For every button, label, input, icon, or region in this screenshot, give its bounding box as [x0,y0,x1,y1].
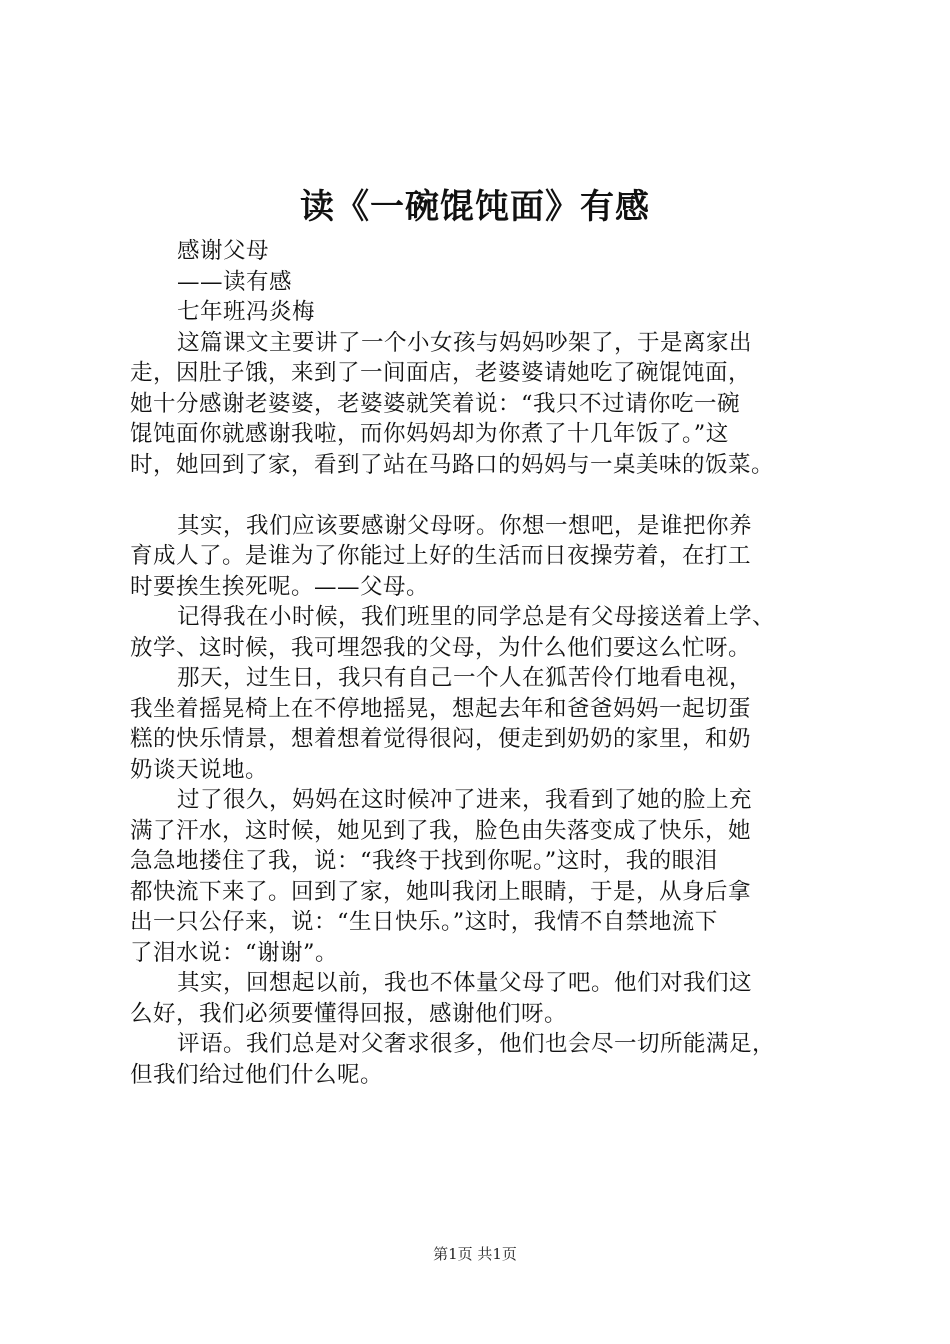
paragraph-line: 了泪水说：“谢谢”。 [130,939,339,966]
header-line: ——读有感 [177,268,293,295]
page-title: 读《一碗馄饨面》有感 [300,187,650,227]
paragraph-line: 育成人了。是谁为了你能过上好的生活而日夜操劳着，在打工 [130,543,752,569]
paragraph-5 [130,785,830,968]
header-line: 感谢父母 [177,238,270,264]
header-line: 七年班冯炎梅 [177,299,316,325]
paragraph-line: 其实，回想起以前，我也不体量父母了吧。他们对我们这 [177,970,753,996]
page-footer: 第1页 共1页 [433,1245,517,1263]
paragraph-line: 她十分感谢老婆婆，老婆婆就笑着说：“我只不过请你吃一碗 [130,390,741,417]
paragraph-line: 急急地搂住了我，说：“我终于找到你呢。”这时，我的眼泪 [130,848,718,874]
paragraph-line: 么好，我们必须要懂得回报，感谢他们呀。 [130,1000,568,1027]
paragraph-line: 奶谈天说地。 [130,756,269,783]
paragraph-line: 放学、这时候，我可埋怨我的父母，为什么他们要这么忙呀。 [130,634,752,661]
paragraph-2 [130,511,830,603]
paragraph-line: 那天，过生日，我只有自己一个人在狐苦伶仃地看电视， [177,665,753,691]
paragraph-line: 时要挨生挨死呢。——父母。 [130,573,430,600]
paragraph-line: 满了汗水，这时候，她见到了我，脸色由失落变成了快乐，她 [130,817,752,844]
paragraph-line: 过了很久，妈妈在这时候冲了进来，我看到了她的脸上充 [177,787,753,813]
document-body [130,236,830,1090]
paragraph-line: 糕的快乐情景，想着想着觉得很闷，便走到奶奶的家里，和奶 [130,726,752,752]
paragraph-4 [130,663,830,785]
paragraph-line: 我坐着摇晃椅上在不停地摇晃，想起去年和爸爸妈妈一起切蛋 [130,695,752,722]
paragraph-line: 评语。我们总是对父奢求很多，他们也会尽一切所能满足， [177,1031,776,1057]
paragraph-spacer [130,480,830,511]
paragraph-1 [130,328,830,481]
paragraph-line: 都快流下来了。回到了家，她叫我闭上眼睛，于是，从身后拿 [130,878,752,905]
paragraph-line: 这篇课文主要讲了一个小女孩与妈妈吵架了，于是离家出 [177,329,753,356]
paragraph-line: 馄饨面你就感谢我啦，而你妈妈却为你煮了十几年饭了。”这 [130,421,729,447]
paragraph-3 [130,602,830,663]
paragraph-7 [130,1029,830,1090]
paragraph-line: 但我们给过他们什么呢。 [130,1061,384,1088]
paragraph-line: 出一只公仔来，说：“生日快乐。”这时，我情不自禁地流下 [130,909,718,935]
paragraph-line: 走，因肚子饿，来到了一间面店，老婆婆请她吃了碗馄饨面， [130,360,752,386]
paragraph-line: 时，她回到了家，看到了站在马路口的妈妈与一桌美味的饭菜。 [130,451,775,478]
paragraph-6 [130,968,830,1029]
paragraph-line: 记得我在小时候，我们班里的同学总是有父母接送着上学、 [177,604,776,630]
paragraph-line: 其实，我们应该要感谢父母呀。你想一想吧，是谁把你养 [177,512,753,539]
